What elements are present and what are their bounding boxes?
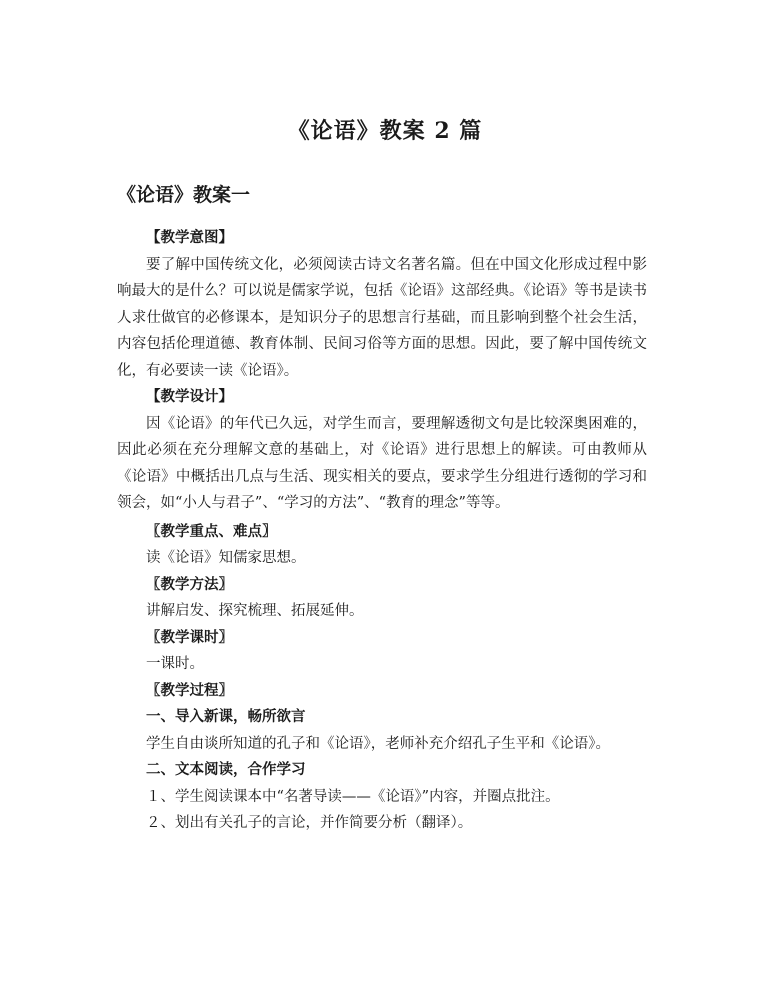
document-title: 《论语》教案 2 篇 [287,118,483,144]
heading-class-hours: 〖教学课时〗 [146,628,233,646]
heading-teaching-intent: 【教学意图】 [146,229,233,246]
heading-key-points: 〖教学重点、难点〗 [146,522,277,540]
step2-item1: １、学生阅读课本中“名著导读——《论语》”内容，并圈点批注。 [146,788,560,805]
step2-item2: ２、划出有关孔子的言论，并作简要分析（翻译）。 [146,815,473,831]
paragraph-teaching-intent: 要了解中国传统文化，必须阅读古诗文名著名篇。但在中国文化形成过程中影响最大的是什么？可以说是儒家学说，包括《论语》这部经典。《论语》等书是读书人求仕做官的必修课本，是知识分子的思想言行基础，而且影响到整个社会生活，内容包括伦理道德、教育体制、民间习俗等方面的思想。因此，要了解中国传统文化，有必要读一读《论语》。 [117,256,647,379]
step2-title: 二、文本阅读，合作学习 [146,761,306,778]
paragraph-teaching-design: 因《论语》的年代已久远，对学生而言，要理解透彻文句是比较深奥困难的，因此必须在充分理解文意的基础上，对《论语》进行思想上的解读。可由教师从《论语》中概括出几点与生活、现实相关的要点，要求学生分组进行透彻的学习和领会，如“小人与君子”、“学习的方法”、“教育的理念”等等。 [117,415,647,511]
step1-text: 学生自由谈所知道的孔子和《论语》，老师补充介绍孔子生平和《论语》。 [146,735,610,752]
section-title: 《论语》教案一 [117,184,251,206]
heading-teaching-method: 〖教学方法〗 [146,575,233,593]
document-body [117,225,647,837]
text-teaching-method: 讲解启发、探究梳理、拓展延伸。 [146,603,364,619]
text-key-points: 读《论语》知儒家思想。 [146,550,306,566]
text-class-hours: 一课时。 [146,656,204,672]
heading-teaching-design: 【教学设计】 [146,388,233,405]
heading-teaching-process: 〖教学过程〗 [146,681,233,699]
step1-title: 一、导入新课，畅所欲言 [146,708,306,725]
